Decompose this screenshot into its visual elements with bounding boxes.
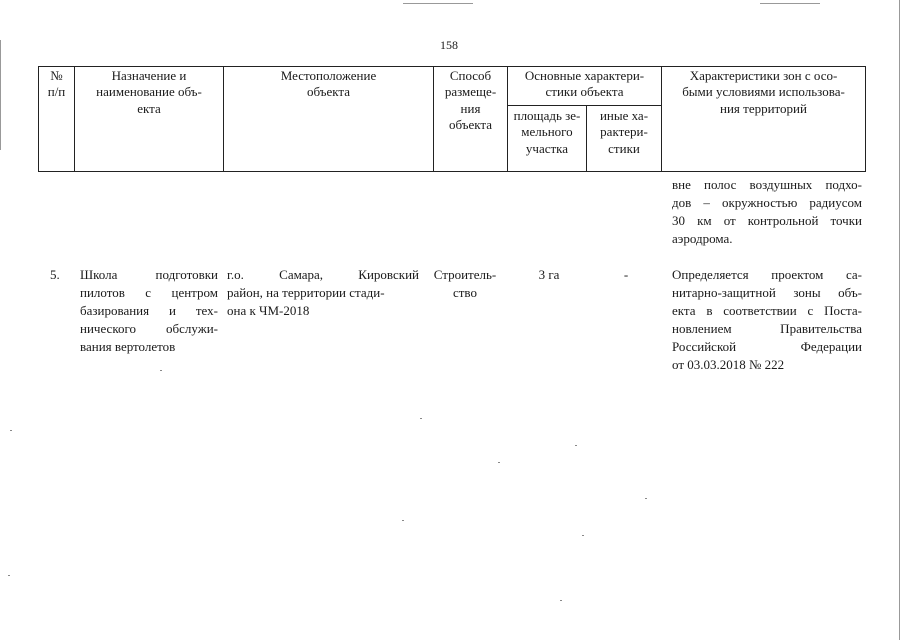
scan-speck — [575, 445, 577, 446]
scan-speck — [498, 462, 500, 463]
scan-speck — [645, 498, 647, 499]
row5-area: 3 га — [538, 267, 560, 282]
row5-location: г.о. Самара, Кировский район, на территории стади- она к ЧМ-2018 — [227, 267, 419, 318]
scan-edge-mark — [760, 3, 820, 4]
page-number: 158 — [440, 38, 458, 52]
row5-method: Строитель- ство — [433, 267, 497, 300]
scan-speck — [160, 370, 162, 371]
header-col-method: Способ размеще- ния объекта — [434, 67, 508, 172]
row5-name: Школа подготовки пилотов с центром базирования и тех- нического обслужи- вания вертолетов — [80, 267, 218, 354]
scan-speck — [8, 575, 10, 576]
row5-other: - — [623, 267, 629, 282]
scan-speck — [10, 430, 12, 431]
scan-edge-mark — [899, 0, 900, 640]
scan-speck — [402, 520, 404, 521]
header-col-name: Назначение и наименование объ- екта — [75, 67, 224, 172]
header-col-area: площадь зе- мельного участка — [508, 106, 587, 172]
scan-speck — [420, 418, 422, 419]
header-col-location: Местоположение объекта — [224, 67, 434, 172]
scan-edge-mark — [0, 40, 1, 150]
row5-zones: Определяется проектом са- нитарно-защитной зоны объ- екта в соответствии с Поста- новлением Правительства Российской Федерации от 03.03.2018 № 222 — [672, 267, 862, 372]
continuation-text: вне полос воздушных подхо- дов – окружностью радиусом 30 км от контрольной точки аэродрома. — [672, 177, 862, 246]
header-col-main: Основные характери- стики объекта — [508, 67, 662, 106]
header-col-zones: Характеристики зон с осо- быми условиями использова- ния территорий — [662, 67, 866, 172]
scan-speck — [582, 535, 584, 536]
header-col-other: иные ха- рактери- стики — [587, 106, 662, 172]
header-col-num: № п/п — [39, 67, 75, 172]
scan-edge-mark — [403, 3, 473, 4]
scan-speck — [560, 600, 562, 601]
table-header — [38, 66, 866, 172]
row5-num: 5. — [50, 267, 60, 282]
